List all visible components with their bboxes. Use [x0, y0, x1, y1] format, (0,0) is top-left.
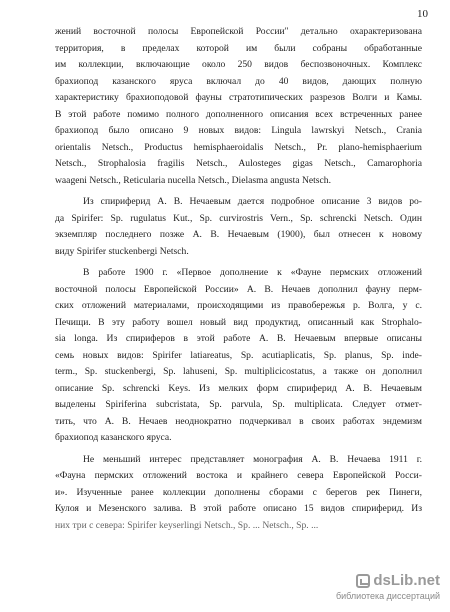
text-line: брахиопод казанского яруса. [55, 432, 172, 443]
text-line: описание Sp. schrencki Keys. Из мелких форм спириферид А. В. Нечаевым [55, 382, 422, 394]
text-line: Не меньший интерес представляет монография А. В. Нечаева 1911 г. [83, 453, 422, 465]
text-line: территория, в пределах которой им были собраны обработанные [55, 42, 422, 54]
paragraph [55, 265, 422, 447]
text-line: term., Sp. stuckenbergi, Sp. lahuseni, Sp. multiplicicostatus, а также он дополнил [55, 366, 422, 377]
text-line: ских отложений материалами, происходящими из правобережья р. Волга, у с. [55, 300, 422, 311]
text-line: В работе 1900 г. «Первое дополнение к «Фауне пермских отложений [83, 267, 422, 278]
text-line: и». Изученные ранее коллекции дополнены сборами с берегов рек Пинеги, [55, 486, 422, 498]
text-line: виду Spirifer stuckenbergi Netsch. [55, 245, 189, 257]
watermark-logo-text: dsLib.net [373, 572, 440, 589]
text-line: семь новых видов: Spirifer latiareatus, Sp. acutiaplicatis, Sp. planus, Sp. inde- [55, 349, 422, 361]
watermark-subtitle: библиотека диссертаций [335, 591, 440, 601]
paragraph [55, 194, 422, 260]
text-line: sia longa. Из спириферов в этой работе А. В. Нечаевым впервые описаны [55, 333, 422, 344]
text-line: характеристику брахиоподовой фауны стратотипических разрезов Волги и Камы. [55, 92, 422, 103]
paragraph [55, 452, 422, 535]
text-line: них три с севера: Spirifer keyserlingi Netsch., Sp. ... Netsch., Sp. ... [55, 519, 319, 531]
text-line: waageni Netsch., Reticularia nucella Netsch., Dielasma angusta Netsch. [55, 174, 331, 186]
text-line: им коллекции, включающие около 250 видов беспозвоночных. Комплекс [55, 59, 422, 70]
watermark-logo [356, 572, 440, 589]
page-number: 10 [417, 8, 428, 20]
checkmark-icon [356, 574, 370, 588]
text-line: выделены Spiriferina subcristata, Sp. parvula, Sp. multiplicata. Следует отмет- [55, 399, 422, 410]
document-body [55, 24, 422, 534]
text-line: Из спириферид А. В. Нечаевым дается подробное описание 3 видов ро- [83, 196, 422, 207]
paragraph [55, 24, 422, 189]
text-line: жений восточной полосы Европейской России" детально охарактеризована [55, 26, 422, 37]
watermark [300, 572, 440, 606]
text-line: экземпляр последнего позже А. В. Нечаевым (1900), был отнесен к новому [55, 229, 422, 240]
text-line: Netsch., Strophalosia fragilis Netsch., Aulosteges gigas Netsch., Camarophoria [55, 158, 422, 169]
text-line: Печищи. В эту работу вошел новый вид продуктид, описанный как Strophalo- [55, 316, 422, 328]
text-line: orientalis Netsch., Productus hemisphaeroidalis Netsch., Pr. plano-hemisphaerium [55, 141, 422, 153]
text-line: да Spirifer: Sp. rugulatus Kut., Sp. curvirostris Vern., Sp. schrencki Netsch. Один [55, 212, 422, 224]
text-line: тить, что А. В. Нечаев неоднократно подчеркивал в своих работах эндемизм [55, 415, 422, 427]
text-line: В этой работе помимо полного дополненного описания всех встреченных ранее [55, 108, 422, 120]
text-line: брахиопод было описано 9 новых видов: Lingula lawrskyi Netsch., Crania [55, 125, 422, 136]
text-line: восточной полосы Европейской России» А. В. Нечаев дополнил фауну перм- [55, 283, 422, 295]
text-line: брахиопод казанского яруса включал до 40 видов, дающих полную [55, 75, 422, 87]
text-line: «Фауна пермских отложений востока и крайнего севера Европейской Росси- [55, 470, 422, 481]
text-line: Кулоя и Мезенского залива. В этой работе описано 15 видов спириферид. Из [55, 503, 422, 514]
